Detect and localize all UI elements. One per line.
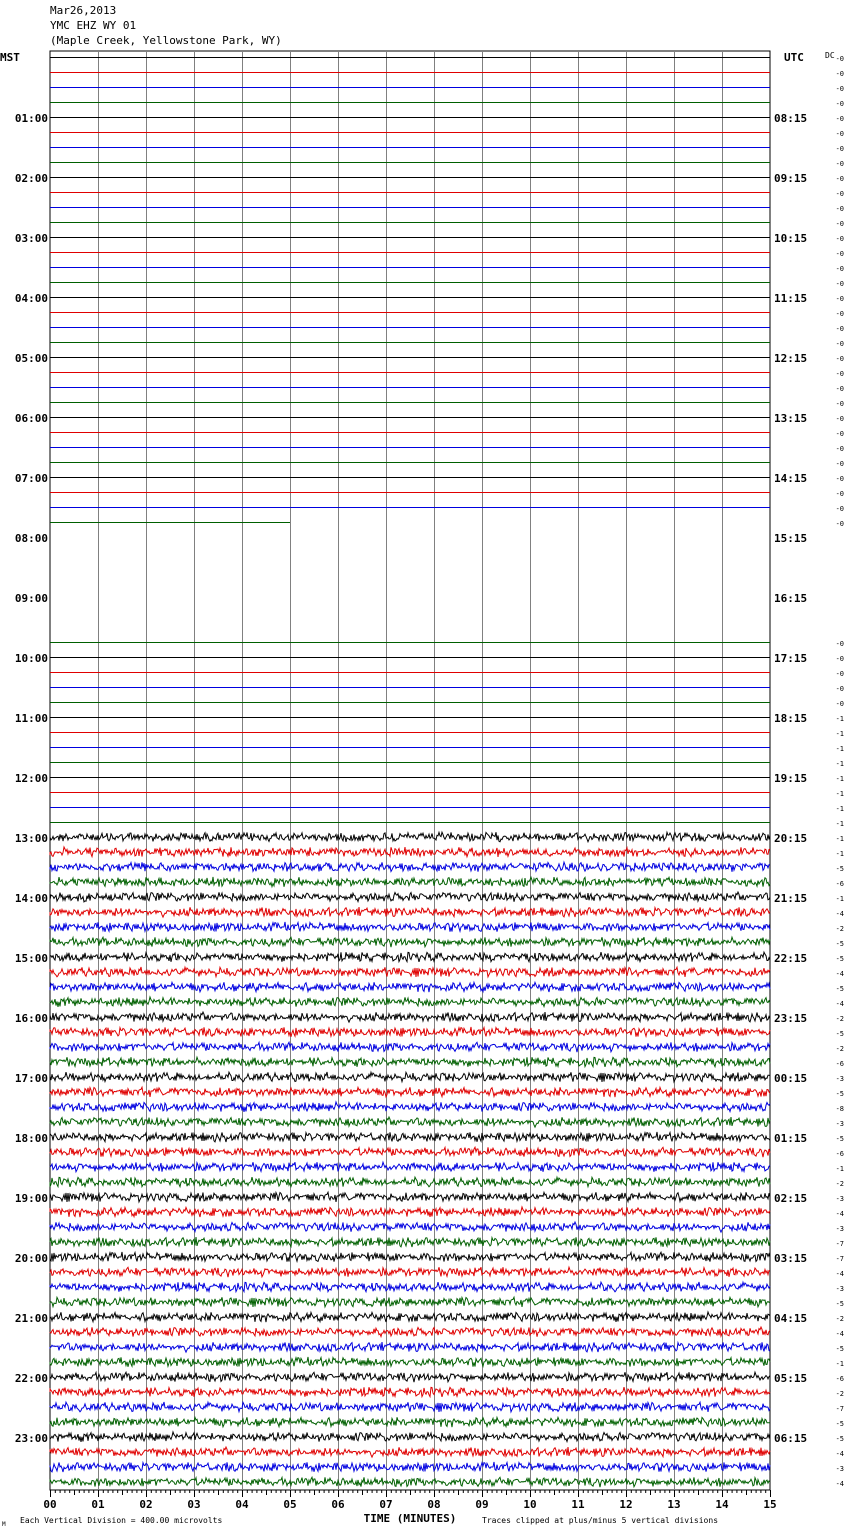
left-hour-label: 02:00	[14, 172, 48, 185]
x-tick-label: 05	[283, 1498, 297, 1511]
right-hour-label: 19:15	[774, 772, 808, 785]
left-hour-label: 05:00	[14, 352, 48, 365]
dc-offset-label: -4	[835, 970, 844, 978]
trace-line	[50, 982, 770, 992]
right-hour-label: 01:15	[774, 1132, 808, 1145]
dc-offset-label: -1	[835, 745, 844, 753]
right-hour-label: 08:15	[774, 112, 808, 125]
dc-offset-label: -0	[835, 460, 844, 468]
dc-offset-label: -0	[835, 265, 844, 273]
x-tick-label: 14	[715, 1498, 729, 1511]
dc-offset-label: -5	[835, 1090, 844, 1098]
trace-line	[50, 862, 770, 872]
dc-offset-label: -0	[835, 190, 844, 198]
left-hour-label: 10:00	[14, 652, 48, 665]
station-location: (Maple Creek, Yellowstone Park, WY)	[50, 34, 282, 47]
trace-line	[50, 1027, 770, 1037]
dc-offset-label: -0	[835, 70, 844, 78]
trace-line	[50, 1462, 770, 1472]
dc-offset-label: -6	[835, 1060, 844, 1068]
left-hour-label: 19:00	[14, 1192, 48, 1205]
dc-offset-label: -0	[835, 400, 844, 408]
dc-offset-label: -5	[835, 1345, 844, 1353]
trace-line	[50, 1177, 770, 1187]
dc-offset-label: -1	[835, 1165, 844, 1173]
dc-offset-label: -0	[835, 250, 844, 258]
dc-offset-label: -0	[835, 205, 844, 213]
left-hour-label: 13:00	[14, 832, 48, 845]
trace-line	[50, 1267, 770, 1277]
x-tick-label: 00	[43, 1498, 57, 1511]
dc-offset-label: -0	[835, 520, 844, 528]
dc-offset-label: -7	[835, 1240, 844, 1248]
dc-offset-label: -0	[835, 85, 844, 93]
trace-line	[50, 1057, 770, 1067]
left-hour-label: 15:00	[14, 952, 48, 965]
left-hour-label: 07:00	[14, 472, 48, 485]
trace-line	[50, 1432, 770, 1442]
right-hour-label: 21:15	[774, 892, 808, 905]
trace-line	[50, 922, 770, 932]
trace-line	[50, 952, 770, 962]
trace-line	[50, 1087, 770, 1097]
dc-offset-label: -0	[835, 145, 844, 153]
dc-offset-label: -1	[835, 820, 844, 828]
left-hour-label: 06:00	[14, 412, 48, 425]
station-code: YMC EHZ WY 01	[50, 19, 137, 32]
dc-offset-label: -0	[835, 430, 844, 438]
dc-offset-label: -1	[835, 715, 844, 723]
dc-offset-label: -5	[835, 985, 844, 993]
dc-offset-label: -0	[835, 325, 844, 333]
left-hour-label: 04:00	[14, 292, 48, 305]
dc-offset-label: -1	[835, 835, 844, 843]
corner-mark: M	[2, 1521, 6, 1528]
trace-line	[50, 1387, 770, 1397]
dc-offset-label: -5	[835, 1420, 844, 1428]
trace-line	[50, 1402, 770, 1412]
dc-offset-label: -0	[835, 55, 844, 63]
trace-line	[50, 967, 770, 977]
trace-line	[50, 907, 770, 917]
dc-offset-label: -0	[835, 340, 844, 348]
dc-offset-label: -6	[835, 880, 844, 888]
dc-offset-label: -2	[835, 1015, 844, 1023]
dc-offset-label: -0	[835, 385, 844, 393]
right-hour-label: 02:15	[774, 1192, 808, 1205]
trace-line	[50, 1162, 770, 1172]
dc-offset-label: -5	[835, 1435, 844, 1443]
trace-line	[50, 1357, 770, 1367]
trace-line	[50, 1042, 770, 1052]
x-tick-label: 12	[619, 1498, 633, 1511]
dc-offset-label: -1	[835, 790, 844, 798]
x-tick-label: 06	[331, 1498, 345, 1511]
dc-offset-label: -1	[835, 895, 844, 903]
dc-offset-label: -0	[835, 175, 844, 183]
right-hour-label: 04:15	[774, 1312, 808, 1325]
right-hour-label: 17:15	[774, 652, 808, 665]
right-hour-label: 11:15	[774, 292, 808, 305]
left-hour-label: 09:00	[14, 592, 48, 605]
dc-offset-label: -0	[835, 670, 844, 678]
right-hour-label: 05:15	[774, 1372, 808, 1385]
left-hour-label: 20:00	[14, 1252, 48, 1265]
right-axis-label: UTC	[784, 51, 804, 64]
dc-offset-label: -0	[835, 415, 844, 423]
right-hour-label: 22:15	[774, 952, 808, 965]
trace-line	[50, 1072, 770, 1082]
x-tick-label: 02	[139, 1498, 153, 1511]
dc-offset-label: -0	[835, 490, 844, 498]
dc-offset-label: -1	[835, 1360, 844, 1368]
dc-label: DC	[825, 51, 835, 60]
left-hour-label: 22:00	[14, 1372, 48, 1385]
right-hour-label: 14:15	[774, 472, 808, 485]
right-hour-label: 09:15	[774, 172, 808, 185]
dc-offset-label: -1	[835, 760, 844, 768]
left-hour-label: 11:00	[14, 712, 48, 725]
right-hour-label: 06:15	[774, 1432, 808, 1445]
dc-offset-label: -1	[835, 730, 844, 738]
trace-line	[50, 1252, 770, 1262]
dc-offset-label: -0	[835, 310, 844, 318]
trace-line	[50, 1417, 770, 1427]
trace-line	[50, 1012, 770, 1022]
right-hour-label: 20:15	[774, 832, 808, 845]
left-hour-label: 18:00	[14, 1132, 48, 1145]
x-tick-label: 09	[475, 1498, 489, 1511]
dc-offset-label: -0	[835, 700, 844, 708]
left-hour-label: 01:00	[14, 112, 48, 125]
dc-offset-label: -0	[835, 370, 844, 378]
left-hour-label: 12:00	[14, 772, 48, 785]
x-tick-label: 08	[427, 1498, 441, 1511]
left-hour-label: 16:00	[14, 1012, 48, 1025]
trace-line	[50, 937, 770, 947]
dc-offset-label: -1	[835, 805, 844, 813]
trace-line	[50, 1297, 770, 1307]
x-tick-label: 15	[763, 1498, 777, 1511]
dc-offset-label: -5	[835, 955, 844, 963]
dc-offset-label: -3	[835, 1120, 844, 1128]
dc-offset-label: -5	[835, 1300, 844, 1308]
right-hour-label: 18:15	[774, 712, 808, 725]
right-hour-label: 13:15	[774, 412, 808, 425]
trace-line	[50, 1102, 770, 1112]
right-hour-label: 03:15	[774, 1252, 808, 1265]
x-tick-label: 10	[523, 1498, 537, 1511]
trace-line	[50, 847, 770, 857]
right-hour-label: 10:15	[774, 232, 808, 245]
trace-line	[50, 1132, 770, 1142]
dc-offset-label: -0	[835, 295, 844, 303]
dc-offset-label: -3	[835, 1225, 844, 1233]
trace-line	[50, 1207, 770, 1217]
dc-offset-label: -0	[835, 445, 844, 453]
trace-line	[50, 1222, 770, 1232]
right-hour-label: 12:15	[774, 352, 808, 365]
dc-offset-label: -3	[835, 1285, 844, 1293]
trace-line	[50, 1342, 770, 1352]
left-axis-label: MST	[0, 51, 20, 64]
dc-offset-label: -0	[835, 115, 844, 123]
dc-offset-label: -3	[835, 1465, 844, 1473]
trace-line	[50, 1192, 770, 1202]
left-hour-label: 03:00	[14, 232, 48, 245]
left-hour-label: 08:00	[14, 532, 48, 545]
dc-offset-label: -5	[835, 1030, 844, 1038]
dc-offset-label: -6	[835, 1375, 844, 1383]
scale-note: Each Vertical Division = 400.00 microvolts	[20, 1516, 223, 1525]
x-tick-label: 07	[379, 1498, 393, 1511]
right-hour-label: 16:15	[774, 592, 808, 605]
dc-offset-label: -8	[835, 1105, 844, 1113]
dc-offset-label: -4	[835, 1270, 844, 1278]
dc-offset-label: -0	[835, 640, 844, 648]
x-tick-label: 01	[91, 1498, 105, 1511]
trace-line	[50, 1147, 770, 1157]
x-tick-label: 03	[187, 1498, 201, 1511]
dc-offset-label: -4	[835, 1480, 844, 1488]
trace-line	[50, 1237, 770, 1247]
dc-offset-label: -4	[835, 1450, 844, 1458]
dc-offset-label: -0	[835, 220, 844, 228]
dc-offset-label: -2	[835, 1180, 844, 1188]
dc-offset-label: -5	[835, 940, 844, 948]
dc-offset-label: -2	[835, 925, 844, 933]
dc-offset-label: -5	[835, 865, 844, 873]
dc-offset-label: -0	[835, 160, 844, 168]
x-tick-label: 11	[571, 1498, 585, 1511]
dc-offset-label: -0	[835, 355, 844, 363]
x-tick-label: 04	[235, 1498, 249, 1511]
dc-offset-label: -0	[835, 475, 844, 483]
dc-offset-label: -0	[835, 100, 844, 108]
dc-offset-label: -7	[835, 1255, 844, 1263]
left-hour-label: 14:00	[14, 892, 48, 905]
dc-offset-label: -7	[835, 1405, 844, 1413]
right-hour-label: 23:15	[774, 1012, 808, 1025]
trace-line	[50, 1117, 770, 1127]
dc-offset-label: -5	[835, 1135, 844, 1143]
trace-line	[50, 892, 770, 902]
dc-offset-label: -6	[835, 1150, 844, 1158]
trace-line	[50, 997, 770, 1007]
dc-offset-label: -4	[835, 910, 844, 918]
x-axis-label: TIME (MINUTES)	[363, 1512, 457, 1525]
trace-line	[50, 1312, 770, 1322]
trace-line	[50, 1447, 770, 1457]
left-hour-label: 23:00	[14, 1432, 48, 1445]
x-tick-label: 13	[667, 1498, 681, 1511]
dc-offset-label: -0	[835, 655, 844, 663]
dc-offset-label: -2	[835, 1315, 844, 1323]
dc-offset-label: -0	[835, 685, 844, 693]
dc-offset-label: -2	[835, 1045, 844, 1053]
trace-line	[50, 832, 770, 842]
clip-note: Traces clipped at plus/minus 5 vertical divisions	[482, 1516, 719, 1525]
trace-line	[50, 1282, 770, 1292]
dc-offset-label: -0	[835, 130, 844, 138]
dc-offset-label: -1	[835, 775, 844, 783]
trace-line	[50, 877, 770, 887]
trace-line	[50, 1327, 770, 1337]
chart-date: Mar26,2013	[50, 4, 117, 17]
right-hour-label: 00:15	[774, 1072, 808, 1085]
dc-offset-label: -4	[835, 1330, 844, 1338]
dc-offset-label: -4	[835, 1210, 844, 1218]
trace-line	[50, 1477, 770, 1487]
dc-offset-label: -1	[835, 850, 844, 858]
left-hour-label: 17:00	[14, 1072, 48, 1085]
dc-offset-label: -3	[835, 1075, 844, 1083]
dc-offset-label: -0	[835, 235, 844, 243]
trace-line	[50, 1372, 770, 1382]
right-hour-label: 15:15	[774, 532, 808, 545]
dc-offset-label: -3	[835, 1195, 844, 1203]
left-hour-label: 21:00	[14, 1312, 48, 1325]
dc-offset-label: -4	[835, 1000, 844, 1008]
dc-offset-label: -2	[835, 1390, 844, 1398]
dc-offset-label: -0	[835, 505, 844, 513]
dc-offset-label: -0	[835, 280, 844, 288]
